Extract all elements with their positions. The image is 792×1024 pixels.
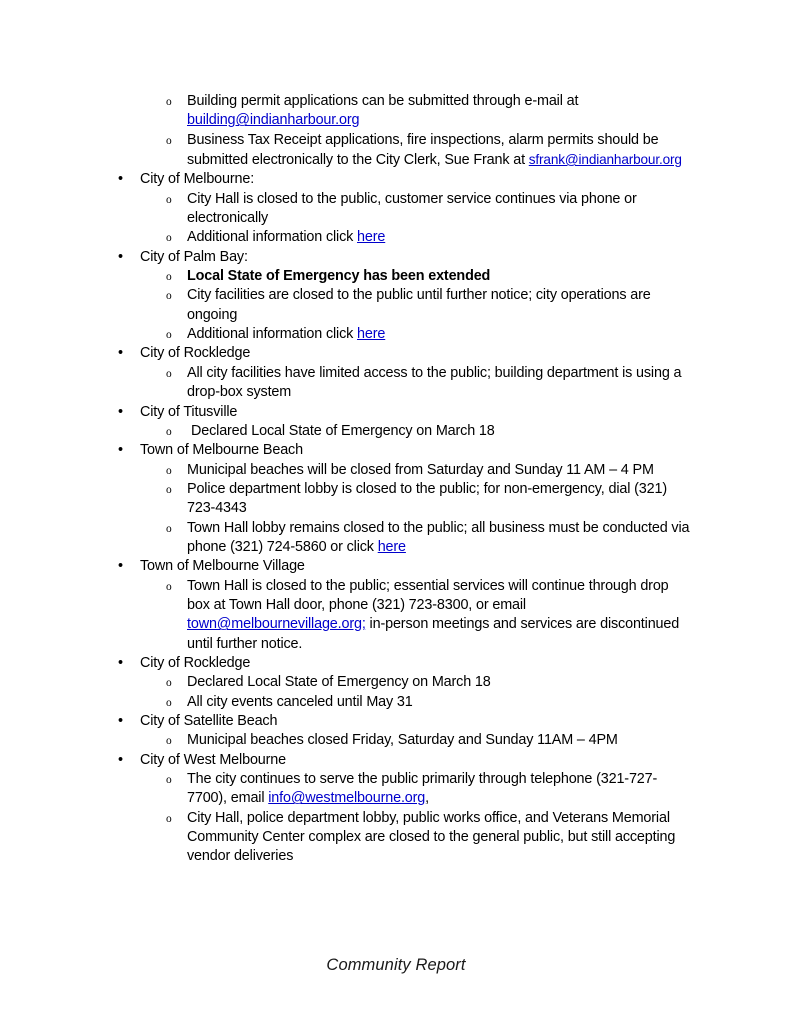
bullet-item-heading xyxy=(118,441,690,460)
circle-bullet-icon: o xyxy=(166,329,172,342)
sub-bullet-list xyxy=(118,673,690,712)
bullet-heading-text: City of Titusville xyxy=(140,403,238,420)
hyperlink[interactable]: here xyxy=(357,326,386,343)
sub-bullet-text: Declared Local State of Emergency on March 18 xyxy=(191,422,495,439)
sub-bullet-text: The city continues to serve the public primarily through telephone (321-727-7700), email info@westmelbourne.org, xyxy=(187,771,658,807)
sub-bullet-list xyxy=(118,190,690,248)
circle-bullet-icon: o xyxy=(166,425,172,438)
sub-bullet-list xyxy=(118,577,690,654)
section-container xyxy=(118,170,690,866)
sub-bullet-text: City Hall, police department lobby, public works office, and Veterans Memorial Community Center complex are closed to the general public, but still accepting vendor deliveries xyxy=(187,809,676,865)
bullet-heading-text: City of Satellite Beach xyxy=(140,713,278,729)
circle-bullet-icon: o xyxy=(166,483,172,496)
circle-bullet-icon: o xyxy=(166,735,172,748)
dot-bullet-icon: • xyxy=(118,248,123,265)
sub-bullet-list xyxy=(118,731,690,750)
hyperlink[interactable]: here xyxy=(377,538,406,555)
sub-bullet-list xyxy=(118,461,690,558)
dot-bullet-icon: • xyxy=(118,171,123,188)
dot-bullet-icon: • xyxy=(118,558,123,575)
circle-bullet-icon: o xyxy=(166,774,172,787)
sub-bullet-text: Additional information click here xyxy=(187,326,386,343)
bullet-heading-text: City of Rockledge xyxy=(140,654,251,671)
circle-bullet-icon: o xyxy=(166,193,172,206)
circle-bullet-icon: o xyxy=(166,812,172,825)
circle-bullet-icon: o xyxy=(166,367,172,380)
sub-bullet-list xyxy=(118,422,690,441)
hyperlink[interactable]: sfrank@indianharbour.org xyxy=(528,152,682,168)
circle-bullet-icon: o xyxy=(166,696,172,709)
circle-bullet-icon: o xyxy=(166,522,172,535)
outline-list xyxy=(118,92,690,867)
sub-bullet-text: Town Hall is closed to the public; essential services will continue through drop box at Town Hall door, phone (321) 723-8300, or email town@melbournevillage.org; in-person meetings and services are discontinued until further notice. xyxy=(187,577,680,652)
sub-bullet-item xyxy=(166,92,690,131)
sub-bullet-text: Municipal beaches closed Friday, Saturday and Sunday 11AM – 4PM xyxy=(187,732,618,749)
sub-bullet-list xyxy=(118,267,690,344)
sub-bullet-text: Local State of Emergency has been extended xyxy=(187,268,491,285)
sub-bullet-text: Additional information click here xyxy=(187,229,386,246)
circle-bullet-icon: o xyxy=(166,677,172,690)
circle-bullet-icon: o xyxy=(166,580,172,593)
sub-bullet-list xyxy=(118,770,690,867)
dot-bullet-icon: • xyxy=(118,654,123,671)
hyperlink[interactable]: here xyxy=(357,229,386,246)
sub-bullet-text: Police department lobby is closed to the public; for non-emergency, dial (321) 723-4343 xyxy=(187,480,667,517)
sub-bullet-text: Town Hall lobby remains closed to the public; all business must be conducted via phone (321) 724-5860 or click here xyxy=(187,519,690,555)
circle-bullet-icon: o xyxy=(166,271,172,284)
document-body xyxy=(118,92,690,867)
sub-bullet-list xyxy=(118,364,690,403)
sub-bullet-item xyxy=(166,461,690,480)
sub-bullet-text: Business Tax Receipt applications, fire inspections, alarm permits should be submitted electronically to the City Clerk, Sue Frank at sfrank@indianharbour.org xyxy=(187,131,682,169)
bullet-item-heading xyxy=(118,654,690,673)
dot-bullet-icon: • xyxy=(118,442,123,459)
sub-bullet-text: Building permit applications can be submitted through e-mail at building@indianharbour.org xyxy=(187,93,579,129)
bullet-heading-text: Town of Melbourne Village xyxy=(140,558,305,575)
sub-bullet-text: City facilities are closed to the public until further notice; city operations are ongoing xyxy=(187,287,651,323)
hyperlink[interactable]: town@melbournevillage.org; xyxy=(187,616,366,633)
bullet-item-heading xyxy=(118,344,690,363)
circle-bullet-icon: o xyxy=(166,134,172,147)
sub-bullet-item xyxy=(166,480,690,519)
orphan-sublist xyxy=(118,92,690,170)
sub-bullet-text: Declared Local State of Emergency on March 18 xyxy=(187,674,491,691)
dot-bullet-icon: • xyxy=(118,713,123,729)
sub-bullet-item xyxy=(166,325,690,344)
bullet-item-heading xyxy=(118,557,690,576)
sub-bullet-item xyxy=(166,519,690,558)
sub-bullet-item xyxy=(166,364,690,403)
hyperlink[interactable]: info@westmelbourne.org xyxy=(268,790,426,807)
bullet-heading-text: City of Rockledge xyxy=(140,345,251,362)
sub-bullet-item xyxy=(166,693,690,712)
bullet-heading-text: Town of Melbourne Beach xyxy=(140,442,303,459)
sub-bullet-item xyxy=(166,286,690,325)
hyperlink[interactable]: building@indianharbour.org xyxy=(187,112,360,129)
dot-bullet-icon: • xyxy=(118,345,123,362)
bullet-item-heading xyxy=(118,248,690,267)
sub-bullet-item xyxy=(166,267,690,286)
sub-bullet-text: All city events canceled until May 31 xyxy=(187,693,413,710)
sub-bullet-item xyxy=(166,809,690,867)
dot-bullet-icon: • xyxy=(118,403,123,420)
sub-bullet-item xyxy=(166,577,690,654)
circle-bullet-icon: o xyxy=(166,232,172,245)
sub-bullet-text: City Hall is closed to the public, customer service continues via phone or electronically xyxy=(187,190,637,227)
sub-bullet-item xyxy=(166,228,690,247)
sub-bullet-text: Municipal beaches will be closed from Saturday and Sunday 11 AM – 4 PM xyxy=(187,461,654,478)
circle-bullet-icon: o xyxy=(166,290,172,303)
sub-bullet-item xyxy=(166,673,690,692)
sub-bullet-item xyxy=(166,770,690,809)
bullet-heading-text: City of West Melbourne xyxy=(140,751,286,768)
bullet-item-heading xyxy=(118,751,690,770)
sub-bullet-item xyxy=(166,190,690,229)
bullet-item-heading xyxy=(118,712,690,731)
sub-bullet-text: All city facilities have limited access to the public; building department is using a drop-box system xyxy=(187,364,682,401)
bullet-item-heading xyxy=(118,170,690,189)
circle-bullet-icon: o xyxy=(166,464,172,477)
bullet-item-heading xyxy=(118,403,690,422)
dot-bullet-icon: • xyxy=(118,751,123,768)
sub-bullet-item xyxy=(166,131,690,171)
sub-bullet-item xyxy=(166,731,690,750)
page-footer: Community Report xyxy=(326,956,466,974)
sub-bullet-item xyxy=(166,422,690,441)
bullet-heading-text: City of Melbourne: xyxy=(140,171,255,188)
circle-bullet-icon: o xyxy=(166,96,172,108)
bullet-heading-text: City of Palm Bay: xyxy=(140,248,248,265)
